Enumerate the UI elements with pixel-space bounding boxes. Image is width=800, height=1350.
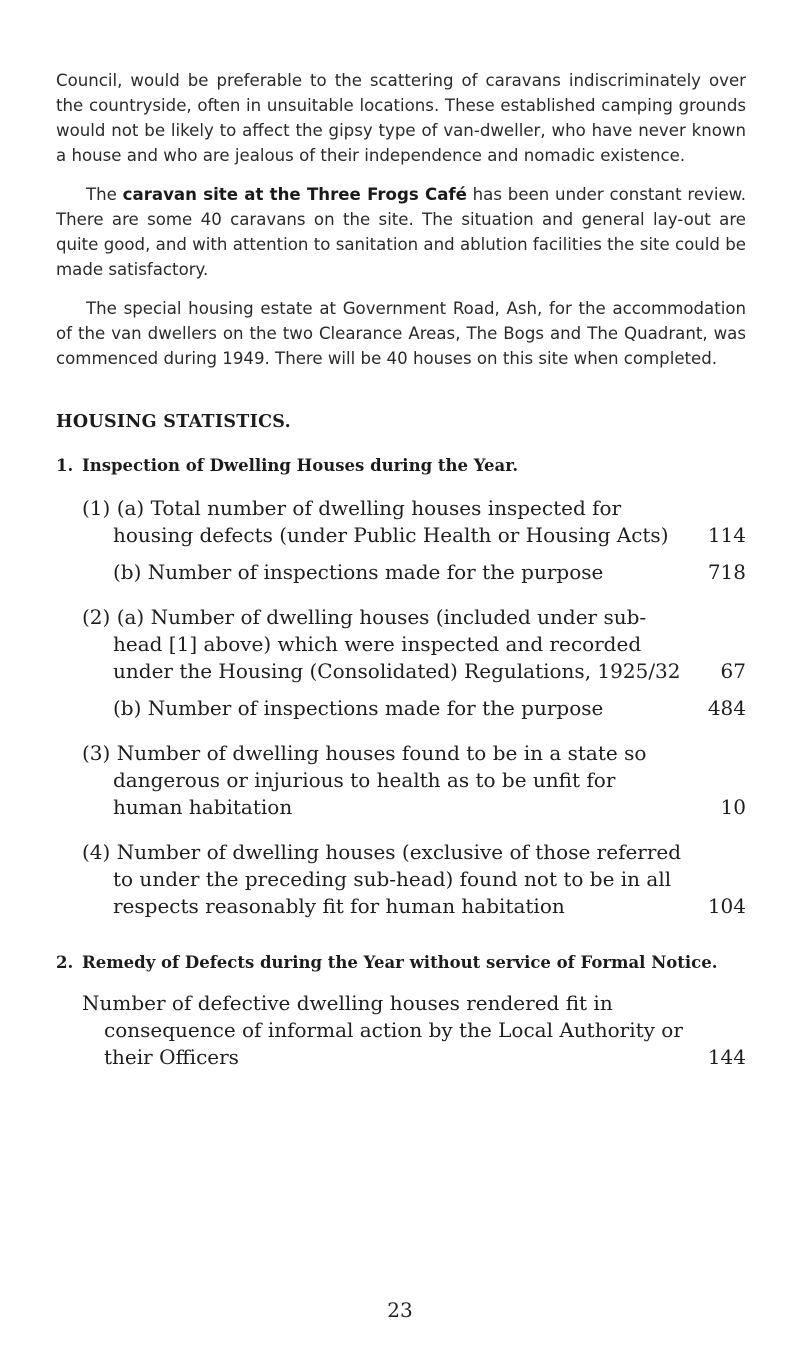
intro-text: [56, 68, 746, 371]
paragraph-housing-estate: The special housing estate at Government Road, Ash, for the accommodation of the van dwellers on the two Clearance Areas, The Bogs and The Quadrant, was commenced during 1949. There will be 40 houses on this site when completed.: [56, 299, 746, 368]
section-2-title: [56, 950, 746, 976]
section-heading: HOUSING STATISTICS.: [56, 412, 292, 432]
stat-row: [82, 740, 746, 821]
stat-row: [82, 839, 746, 920]
section-1-title: [56, 453, 746, 479]
section-2-items: [56, 990, 746, 1071]
stat-row: [82, 495, 746, 549]
stat-value: 484: [707, 696, 746, 720]
section-1-items: [56, 495, 746, 920]
section-1-number: 1.: [56, 456, 74, 475]
stat-label: (b) Number of inspections made for the purpose: [113, 696, 604, 720]
stat-label: Number of defective dwelling houses rendered fit in consequence of informal action by the Local Authority or their Officers: [82, 991, 683, 1069]
stat-value: 114: [707, 523, 746, 547]
stat-label: (b) Number of inspections made for the purpose: [113, 560, 604, 584]
paragraph-three-frogs: [56, 182, 746, 282]
stat-row: [113, 695, 746, 722]
paragraph-three-frogs-pre: The: [86, 185, 123, 204]
stat-row: [113, 559, 746, 586]
stat-value: 10: [720, 795, 746, 819]
stat-value: 718: [707, 560, 746, 584]
section-2-title-text: Remedy of Defects during the Year without service of Formal Notice.: [82, 953, 718, 972]
paragraph-three-frogs-bold: caravan site at the Three Frogs Café: [122, 185, 467, 204]
stat-value: 104: [707, 894, 746, 918]
section-2-number: 2.: [56, 953, 74, 972]
stat-label: (2) (a) Number of dwelling houses (included under sub-head [1] above) which were inspected and recorded under the Housing (Consolidated) Regulations, 1925/32: [82, 605, 681, 683]
page-number: 23: [387, 1298, 413, 1322]
stat-row: [82, 604, 746, 685]
stat-row: [82, 990, 746, 1071]
section-1-title-text: Inspection of Dwelling Houses during the Year.: [82, 456, 519, 475]
stat-label: (3) Number of dwelling houses found to be in a state so dangerous or injurious to health as to be unfit for human habitation: [82, 741, 647, 819]
stat-value: 67: [720, 659, 746, 683]
document-page: [56, 68, 746, 1071]
stat-label: (4) Number of dwelling houses (exclusive of those referred to under the preceding sub-head) found not to be in all respects reasonably fit for human habitation: [82, 840, 682, 918]
stat-value: 144: [707, 1045, 746, 1069]
paragraph-three-frogs-post: has been under constant review. There are some 40 caravans on the site. The situation and general lay-out are quite good, and with attention to sanitation and ablution facilities the site could be made satisfactory.: [56, 185, 747, 279]
paragraph-caravans: Council, would be preferable to the scattering of caravans indiscriminately over the countryside, often in unsuitable locations. These established camping grounds would not be likely to affect the gipsy type of van-dweller, who have never known a house and who are jealous of their independence and nomadic existence.: [56, 71, 746, 165]
stat-label: (1) (a) Total number of dwelling houses inspected for housing defects (under Public Health or Housing Acts): [82, 496, 669, 547]
